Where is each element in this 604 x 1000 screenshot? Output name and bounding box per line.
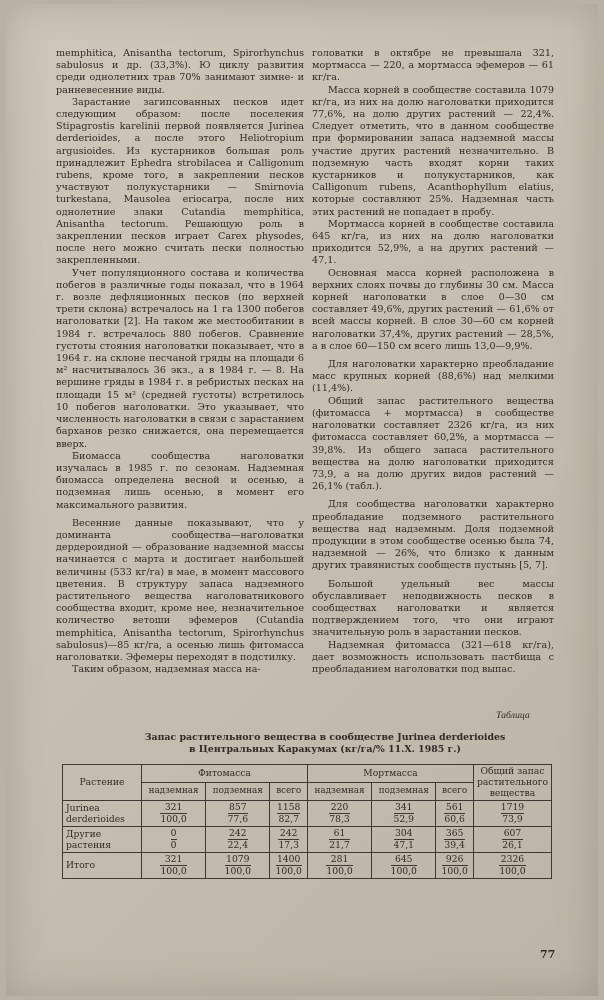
paragraph: Мортмасса корней в сообществе составила 645 кг/га, из них на долю наголоватки приходится 52,9%, а на других растений — 47,1. bbox=[312, 218, 554, 267]
table-cell bbox=[270, 853, 307, 879]
table-cell bbox=[436, 801, 474, 827]
right-column bbox=[312, 48, 554, 676]
fraction bbox=[394, 802, 414, 825]
paragraph: Весенние данные показывают, что у доминанта сообщества—наголоватки дердероидной — образование надземной массы начинается с марта и достигает наибольшей величины (533 кг/га) в мае, в момент массового цветения. В структуру запаса надземного растительного вещества наголоватникового сообщества входит, кроме нее, незначительное количество ветоши эфемеров (Cutandia memphitica, Anisantha tectorum, Spirorhynchus sabulosus)—85 кг/га, а осенью лишь фитомасса наголоватки. Эфемеры переходят в подстилку. bbox=[56, 517, 304, 663]
cell-percent: 73,9 bbox=[502, 814, 523, 825]
fraction bbox=[326, 854, 352, 877]
cell-percent: 77,6 bbox=[227, 814, 249, 825]
header-phyto-above: надземная bbox=[142, 783, 206, 801]
table-cell bbox=[372, 801, 436, 827]
table-cell bbox=[307, 827, 371, 853]
cell-percent: 21,7 bbox=[329, 840, 350, 851]
cell-value: 321 bbox=[164, 854, 183, 865]
paragraph: memphitica, Anisantha tectorum, Spirorhynchus sabulosus и др. (33,3%). Ю циклу развития среди однолетних трав 70% занимают зимне- и ранневесенние виды. bbox=[56, 48, 304, 96]
fraction bbox=[329, 802, 349, 825]
table-cell bbox=[307, 801, 371, 827]
paragraph: Биомасса сообщества наголоватки изучалась в 1985 г. по сезонам. Надземная биомасса определена весной и осенью, а подземная лишь осенью, в момент его максимального развития. bbox=[56, 450, 304, 511]
table-cell bbox=[206, 801, 270, 827]
header-mort-above: надземная bbox=[307, 783, 371, 801]
fraction bbox=[160, 802, 186, 825]
cell-value: 321 bbox=[164, 802, 183, 813]
paragraph: Основная масса корней расположена в верхних слоях почвы до глубины 30 см. Масса корней наголоватки в слое 0—30 см составляет 49,6%, других растений — 61,6% от всей массы корней. В слое 30—60 см корней наголоватки 37,4%, других растений — 28,5%, а в слое 60—150 см всего лишь 13,0—9,9%. bbox=[312, 267, 554, 352]
paragraph: Зарастание загипсованных песков идет следующим образом: после поселения Stipagrostis karelinii первой появляется Jurinea derderioides, а после этого Heliotropium argusioides. Из кустарников большая роль принадлежит Ephedra strobilacea и Calligonum rubens, кроме того, в закреплении песков участвуют полукустарники — Smirnovia turkestana, Mausolea eriocarpa, после них однолетние злаки Cutandia memphitica, Anisantha tectorum. Решающую роль в закреплении песков играет Carex physodes, после него можно считать пески полностью закрепленными. bbox=[56, 96, 304, 267]
cell-value: 281 bbox=[330, 854, 349, 865]
table-cell bbox=[307, 853, 371, 879]
fraction bbox=[394, 828, 414, 851]
cell-percent: 60,6 bbox=[444, 814, 465, 825]
cell-percent: 39,4 bbox=[444, 840, 465, 851]
cell-value: 1719 bbox=[500, 802, 525, 813]
fraction bbox=[502, 828, 522, 851]
page-number: 77 bbox=[540, 948, 556, 961]
table-cell bbox=[206, 827, 270, 853]
cell-percent: 0 bbox=[170, 840, 177, 851]
cell-percent: 100,0 bbox=[441, 866, 468, 877]
cell-value: 61 bbox=[333, 828, 346, 839]
table-title-line2: в Центральных Каракумах (кг/га/% 11.X. 1985 г.) bbox=[189, 744, 461, 755]
cell-percent: 100,0 bbox=[160, 814, 187, 825]
fraction bbox=[228, 828, 248, 851]
cell-value: 220 bbox=[330, 802, 349, 813]
table-row bbox=[63, 853, 552, 879]
fraction bbox=[225, 854, 251, 877]
fraction bbox=[444, 802, 464, 825]
table-label: Таблица bbox=[496, 710, 530, 721]
paragraph: головатки в октябре не превышала 321, мортмасса — 220, а мортмасса эфемеров — 61 кг/га. bbox=[312, 48, 554, 84]
table-row bbox=[63, 801, 552, 827]
cell-value: 926 bbox=[445, 854, 464, 865]
biomass-table bbox=[62, 764, 552, 879]
fraction bbox=[442, 854, 468, 877]
cell-percent: 52,9 bbox=[393, 814, 414, 825]
header-total-stock: Общий запас растительного вещества bbox=[473, 765, 551, 801]
cell-percent: 100,0 bbox=[275, 866, 302, 877]
fraction bbox=[499, 854, 525, 877]
cell-value: 1158 bbox=[277, 802, 301, 813]
table-cell bbox=[473, 827, 551, 853]
book-page bbox=[6, 4, 598, 996]
header-plant: Растение bbox=[63, 765, 142, 801]
cell-value: 2326 bbox=[500, 854, 525, 865]
fraction bbox=[278, 828, 298, 851]
paragraph: Таким образом, надземная масса на- bbox=[72, 664, 261, 676]
table-cell bbox=[372, 827, 436, 853]
table-cell bbox=[206, 853, 270, 879]
fraction bbox=[277, 802, 300, 825]
fraction bbox=[329, 828, 349, 851]
cell-percent: 100,0 bbox=[326, 866, 353, 877]
cell-value: 607 bbox=[503, 828, 522, 839]
cell-percent: 100,0 bbox=[499, 866, 526, 877]
cell-value: 242 bbox=[229, 828, 247, 839]
header-mort-below: подземная bbox=[372, 783, 436, 801]
paragraph: Учет популяционного состава и количества побегов в различные годы показал, что в 1964 г. возле дефляционных песков (по верхней трети склона) встречалось на 1 га 1300 побегов наголоватки [2]. На таком же местообитании в 1984 г. встречалось 880 побегов. Сравнение густоты стояния наголоватки показывает, что в 1964 г. на склоне песчаной гряды на площади 6 м² насчитывалось 36 экз., а в 1984 г. — 8. На вершине гряды в 1984 г. в ребристых песках на площади 15 м² (средней густоты) встретилось 10 побегов наголоватки. Это указывает, что численность наголоватки в связи с зарастанием барханов резко снижается, она перемещается вверх. bbox=[56, 267, 304, 450]
cell-value: 857 bbox=[229, 802, 247, 813]
cell-value: 561 bbox=[445, 802, 464, 813]
cell-value: 645 bbox=[394, 854, 413, 865]
cell-percent: 78,3 bbox=[329, 814, 350, 825]
header-mort-total: всего bbox=[436, 783, 474, 801]
table-cell bbox=[270, 801, 307, 827]
cell-value: 0 bbox=[170, 828, 177, 839]
paragraph: Для сообщества наголоватки характерно преобладание подземного растительного вещества над надземным. Доля подземной продукции в этом сообществе осенью была 74, надземной — 26%, что близко к данным других травянистых сообществ пустынь [5, 7]. bbox=[312, 499, 554, 572]
cell-percent: 26,1 bbox=[502, 840, 523, 851]
table-cell bbox=[142, 827, 206, 853]
fraction bbox=[160, 854, 186, 877]
fraction bbox=[276, 854, 302, 877]
cell-value: 304 bbox=[394, 828, 413, 839]
fraction bbox=[391, 854, 417, 877]
row-plant-name: Итого bbox=[63, 853, 142, 879]
header-phyto-total: всего bbox=[270, 783, 307, 801]
table-title bbox=[90, 732, 560, 756]
table-cell bbox=[372, 853, 436, 879]
fraction bbox=[501, 802, 524, 825]
cell-percent: 47,1 bbox=[393, 840, 414, 851]
table-row bbox=[63, 827, 552, 853]
fraction bbox=[171, 828, 177, 851]
paragraph: Для наголоватки характерно преобладание масс крупных корней (88,6%) над мелкими (11,4%). bbox=[312, 359, 554, 395]
paragraph: Масса корней в сообществе составила 1079 кг/га, из них на долю наголоватки приходится 77,6%, на долю других растений — 22,4%. Следует отметить, что в данном сообществе при формировании запаса надземной массы участие других растений незначительно. В подземную часть входят корни таких кустарников и полукустарников, как Calligonum rubens, Acanthophyllum elatius, которые составляют 25%. Надземная часть этих растений не попадает в пробу. bbox=[312, 84, 554, 218]
header-mortmass: Мортмасса bbox=[307, 765, 473, 783]
table-cell bbox=[142, 801, 206, 827]
paragraph: Большой удельный вес массы обуславливает неподвижность песков в сообществах наголоватки и является подтверждением того, что они играют значительную роль в зарастании песков. bbox=[312, 578, 554, 639]
table-cell bbox=[473, 853, 551, 879]
table-title-line1: Запас растительного вещества в сообществе Jurinea derderioides bbox=[144, 732, 506, 743]
fraction bbox=[228, 802, 248, 825]
cell-value: 1400 bbox=[276, 854, 301, 865]
cell-value: 341 bbox=[394, 802, 413, 813]
cell-percent: 100,0 bbox=[160, 866, 187, 877]
cell-value: 1079 bbox=[226, 854, 250, 865]
paragraph: Общий запас растительного вещества (фитомасса + мортмасса) в сообществе наголоватки составляет 2326 кг/га, из них фитомасса составляет 60,2%, а мортмасса — 39,8%. Из общего запаса растительного вещества на долю наголоватки приходится 73,9, а на долю других видов растений — 26,1% (табл.). bbox=[312, 395, 554, 493]
left-column bbox=[56, 48, 304, 676]
table-cell bbox=[473, 801, 551, 827]
cell-percent: 22,4 bbox=[227, 840, 249, 851]
header-phyto-below: подземная bbox=[206, 783, 270, 801]
paragraph: Надземная фитомасса (321—618 кг/га), дает возможность использовать пастбища с преобладанием наголоватки под выпас. bbox=[312, 639, 554, 675]
cell-value: 242 bbox=[279, 828, 298, 839]
cell-value: 365 bbox=[445, 828, 464, 839]
table-cell bbox=[436, 853, 474, 879]
cell-percent: 100,0 bbox=[224, 866, 251, 877]
row-plant-name: Другие растения bbox=[63, 827, 142, 853]
header-phytomass: Фитомасса bbox=[142, 765, 308, 783]
table-cell bbox=[436, 827, 474, 853]
cell-percent: 100,0 bbox=[390, 866, 417, 877]
table-cell bbox=[270, 827, 307, 853]
table-cell bbox=[142, 853, 206, 879]
row-plant-name: Jurinea derderioides bbox=[63, 801, 142, 827]
cell-percent: 17,3 bbox=[278, 840, 299, 851]
fraction bbox=[444, 828, 464, 851]
cell-percent: 82,7 bbox=[278, 814, 299, 825]
